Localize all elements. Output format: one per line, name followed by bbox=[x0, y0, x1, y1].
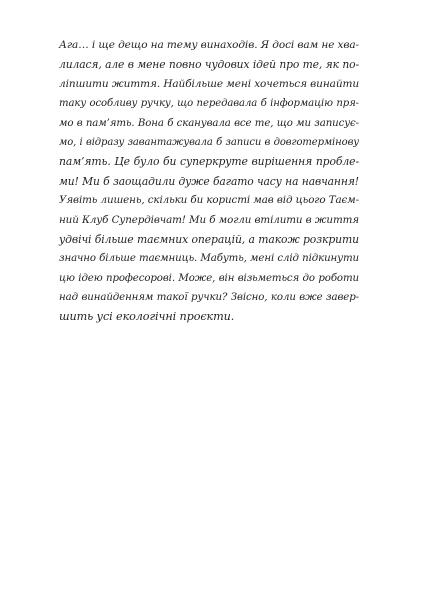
text-line: Ага… і ще дещо на тему винаходів. Я досі вам не хва- bbox=[59, 39, 359, 51]
text-line: ний Клуб Супердівчат! Ми б могли втілити в життя bbox=[59, 213, 359, 226]
body-paragraph bbox=[59, 36, 359, 327]
text-line: шить усі екологічні проєкти. bbox=[59, 310, 235, 324]
text-line: мо в пам’ять. Вона б сканувала все те, що ми записує- bbox=[59, 117, 359, 129]
text-line: значно більше таємниць. Мабуть, мені слід підкинути bbox=[59, 253, 359, 265]
text-line: ми! Ми б заощадили дуже багато часу на навчання! bbox=[59, 174, 359, 188]
text-line: цю ідею професорові. Може, він візьметься до роботи bbox=[59, 272, 359, 284]
text-line: лилася, але в мене повно чудових ідей про те, як по- bbox=[59, 58, 359, 72]
text-line: над винайденням такої ручки? Звісно, коли вже завер- bbox=[59, 292, 359, 304]
text-line: таку особливу ручку, що передавала б інформацію пря- bbox=[59, 98, 359, 110]
text-line: Уявіть лишень, скільки би користі мав від цього Таєм- bbox=[59, 194, 359, 207]
text-line: удвічі більше таємних операцій, а також розкрити bbox=[59, 232, 359, 246]
text-line: пам’ять. Це було би суперкруте вирішення пробле- bbox=[59, 155, 359, 169]
text-line: мо, і відразу завантажувала б записи в довготермінову bbox=[59, 136, 359, 148]
text-line: ліпшити життя. Найбільше мені хочеться винайти bbox=[59, 77, 359, 90]
